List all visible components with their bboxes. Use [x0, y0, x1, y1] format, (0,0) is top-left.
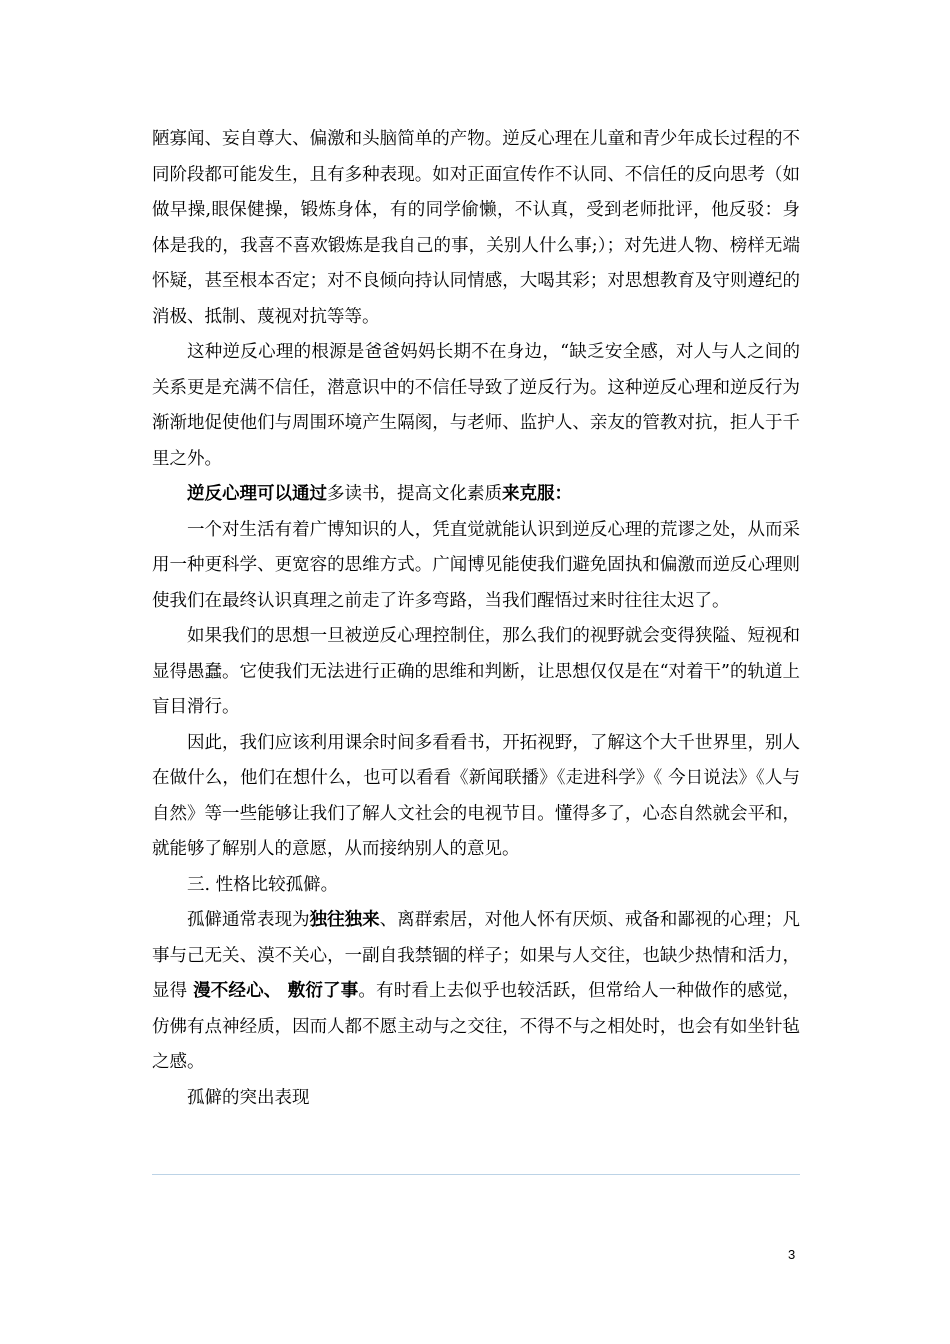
paragraph-narrow-view: 如果我们的思想一旦被逆反心理控制住，那么我们的视野就会变得狭隘、短视和显得愚蠢。它使我们无法进行正确的思维和判断，让思想仅仅是在“对着干”的轨道上盲目滑行。: [152, 626, 800, 717]
paragraph-solitary-behavior: [152, 903, 800, 1081]
paragraph-continuation: 陋寡闻、妄自尊大、偏激和头脑简单的产物。逆反心理在儿童和青少年成长过程的不同阶段都可能发生，且有多种表现。如对正面宣传作不认同、不信任的反向思考（如做早操,眼保健操，锻炼身体，有的同学偷懒，不认真，受到老师批评，他反驳：身体是我的，我喜不喜欢锻炼是我自己的事，关别人什么事;）；对先进人物、榜样无端怀疑，甚至根本否定；对不良倾向持认同情感，大喝其彩；对思想教育及守则遵纪的消极、抵制、蔑视对抗等等。: [152, 129, 800, 327]
solitary-text-part2: 、离群索居，对他人怀有厌烦、戒备和鄙视的心理；凡事与己无关、漠不关心，一副自我禁锢的样子；如果与人交往，也缺少热情和活力，显得: [152, 910, 801, 1001]
solitary-bold2: 漫不经心、 敷衍了事: [193, 981, 359, 1001]
solitary-text-part1: 孤僻通常表现为: [187, 910, 310, 930]
section-heading-three: 三. 性格比较孤僻。: [187, 874, 339, 895]
paragraph-read-more: 因此，我们应该利用课余时间多看看书，开拓视野，了解这个大千世界里，别人在做什么，他们在想什么，也可以看看《新闻联播》《走进科学》《 今日说法》《人与自然》等一些能够让我们了解人文社会的电视节目。懂得多了，心态自然就会平和，就能够了解别人的意愿，从而接纳别人的意见。: [152, 732, 800, 859]
heading-bold-start: 逆反心理可以通过: [187, 484, 327, 504]
page-number: 3: [788, 1247, 796, 1262]
solitary-text-part3: 。有时看上去似乎也较活跃，但常给人一种做作的感觉，仿佛有点神经质，因而人都不愿主动与之交往，不得不与之相处时，也会有如坐针毡之感。: [152, 981, 800, 1072]
paragraph-overcome-heading: [152, 477, 800, 513]
paragraph-broad-knowledge: 一个对生活有着广博知识的人，凭直觉就能认识到逆反心理的荒谬之处，从而采用一种更科学、更宽容的思维方式。广闻博见能使我们避免固执和偏激而逆反心理则使我们在最终认识真理之前走了许多弯路，当我们醒悟过来时往往太迟了。: [152, 519, 800, 611]
paragraph-solitary-subheading: 孤僻的突出表现: [187, 1087, 310, 1108]
page-body: [152, 122, 800, 1116]
page-bottom-rule: [152, 1174, 800, 1175]
paragraph-root-cause: 这种逆反心理的根源是爸爸妈妈长期不在身边，“缺乏安全感，对人与人之间的关系更是充满不信任，潜意识中的不信任导致了逆反行为。这种逆反心理和逆反行为渐渐地促使他们与周围环境产生隔阂，与老师、监护人、亲友的管教对抗，拒人于千里之外。: [152, 342, 800, 469]
heading-normal: 多读书，提高文化素质: [327, 484, 502, 504]
solitary-bold1: 独往独来: [309, 910, 380, 930]
heading-bold-end: 来克服：: [502, 484, 572, 504]
